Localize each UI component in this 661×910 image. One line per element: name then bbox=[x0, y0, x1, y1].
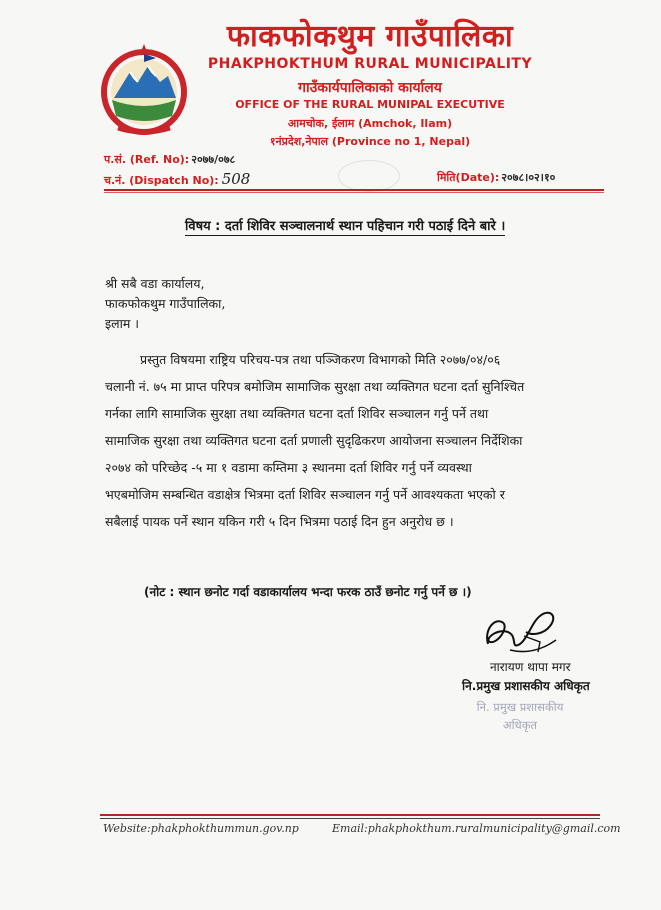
dispatch-number bbox=[104, 170, 250, 188]
faint-stamp bbox=[338, 160, 400, 192]
body-line-2: चलानी नं. ७५ मा प्राप्त परिपत्र बमोजिम सामाजिक सुरक्षा तथा व्यक्तिगत घटना दर्ता सुनिश्चित bbox=[105, 379, 525, 394]
address-line-2: १नंप्रदेश,नेपाल (Province no 1, Nepal) bbox=[269, 135, 471, 148]
handwritten-signature bbox=[480, 592, 570, 662]
addressee-line-2: फाकफोकथुम गाउँपालिका, bbox=[105, 296, 226, 311]
body-line-4: सामाजिक सुरक्षा तथा व्यक्तिगत घटना दर्ता प्रणाली सुदृढिकरण आयोजना सञ्चालन निर्देशिका bbox=[105, 433, 523, 448]
dispatch-label: च.नं. (Dispatch No): bbox=[104, 174, 219, 187]
office-name-nepali: गाउँकार्यपालिकाको कार्यालय bbox=[298, 80, 442, 96]
signatory-title: नि.प्रमुख प्रशासकीय अधिकृत bbox=[462, 679, 590, 693]
body-line-3: गर्नका लागि सामाजिक सुरक्षा तथा व्यक्तिगत घटना दर्ता शिविर सञ्चालन गर्नु पर्ने तथा bbox=[105, 406, 489, 421]
note-text: (नोट : स्थान छनोट गर्दा वडाकार्यालय भन्दा फरक ठाउँ छनोट गर्नु पर्ने छ ।) bbox=[144, 585, 472, 599]
footer-website: Website:phakphokthummun.gov.np bbox=[103, 822, 299, 835]
dispatch-value: 508 bbox=[221, 170, 251, 188]
footer-divider bbox=[100, 814, 600, 816]
footer-divider-thin bbox=[100, 818, 600, 819]
stamp-line-1: नि. प्रमुख प्रशासकीय bbox=[476, 700, 564, 714]
office-name-english: OFFICE OF THE RURAL MUNIPAL EXECUTIVE bbox=[235, 98, 505, 111]
stamp-line-2: अधिकृत bbox=[502, 718, 538, 732]
body-line-6: भएबमोजिम सम्बन्धित वडाक्षेत्र भित्रमा दर्ता शिविर सञ्चालन गर्नु पर्ने आवश्यकता भएको र bbox=[105, 487, 505, 502]
letter-date bbox=[437, 170, 555, 185]
body-line-1: प्रस्तुत विषयमा राष्ट्रिय परिचय-पत्र तथा पञ्जिकरण विभागको मिति २०७७/०४/०६ bbox=[140, 352, 501, 367]
municipality-name-nepali: फाकफोकथुम गाउँपालिका bbox=[226, 19, 514, 54]
header-divider-thin bbox=[104, 192, 604, 193]
municipality-name-english: PHAKPHOKTHUM RURAL MUNICIPALITY bbox=[207, 56, 533, 72]
reference-number bbox=[104, 152, 235, 167]
date-value: २०७८।०२।१० bbox=[501, 171, 556, 184]
ref-label: प.सं. (Ref. No): bbox=[104, 153, 190, 166]
body-line-7: सबैलाई पायक पर्ने स्थान यकिन गरी ५ दिन भित्रमा पठाई दिन हुन अनुरोध छ । bbox=[105, 514, 454, 529]
date-label: मिति(Date): bbox=[437, 171, 500, 184]
footer-email: Email:phakphokthum.ruralmunicipality@gmail.com bbox=[332, 822, 621, 835]
subject-line bbox=[185, 216, 505, 234]
signatory-name: नारायण थापा मगर bbox=[490, 660, 571, 674]
addressee-line-1: श्री सबै वडा कार्यालय, bbox=[105, 276, 205, 291]
address-line-1: आमचोक, ईलाम (Amchok, Ilam) bbox=[287, 117, 453, 130]
subject-text: विषय : दर्ता शिविर सञ्चालनार्थ स्थान पहिचान गरी पठाई दिने बारे । bbox=[185, 219, 506, 234]
nepal-emblem-icon bbox=[98, 38, 190, 138]
header-divider bbox=[104, 189, 604, 191]
addressee-line-3: इलाम । bbox=[105, 316, 140, 331]
ref-value: २०७७/०७८ bbox=[191, 153, 236, 166]
body-line-5: २०७४ को परिच्छेद -५ मा १ वडामा कम्तिमा ३ स्थानमा दर्ता शिविर गर्नु पर्ने व्यवस्था bbox=[105, 460, 472, 475]
